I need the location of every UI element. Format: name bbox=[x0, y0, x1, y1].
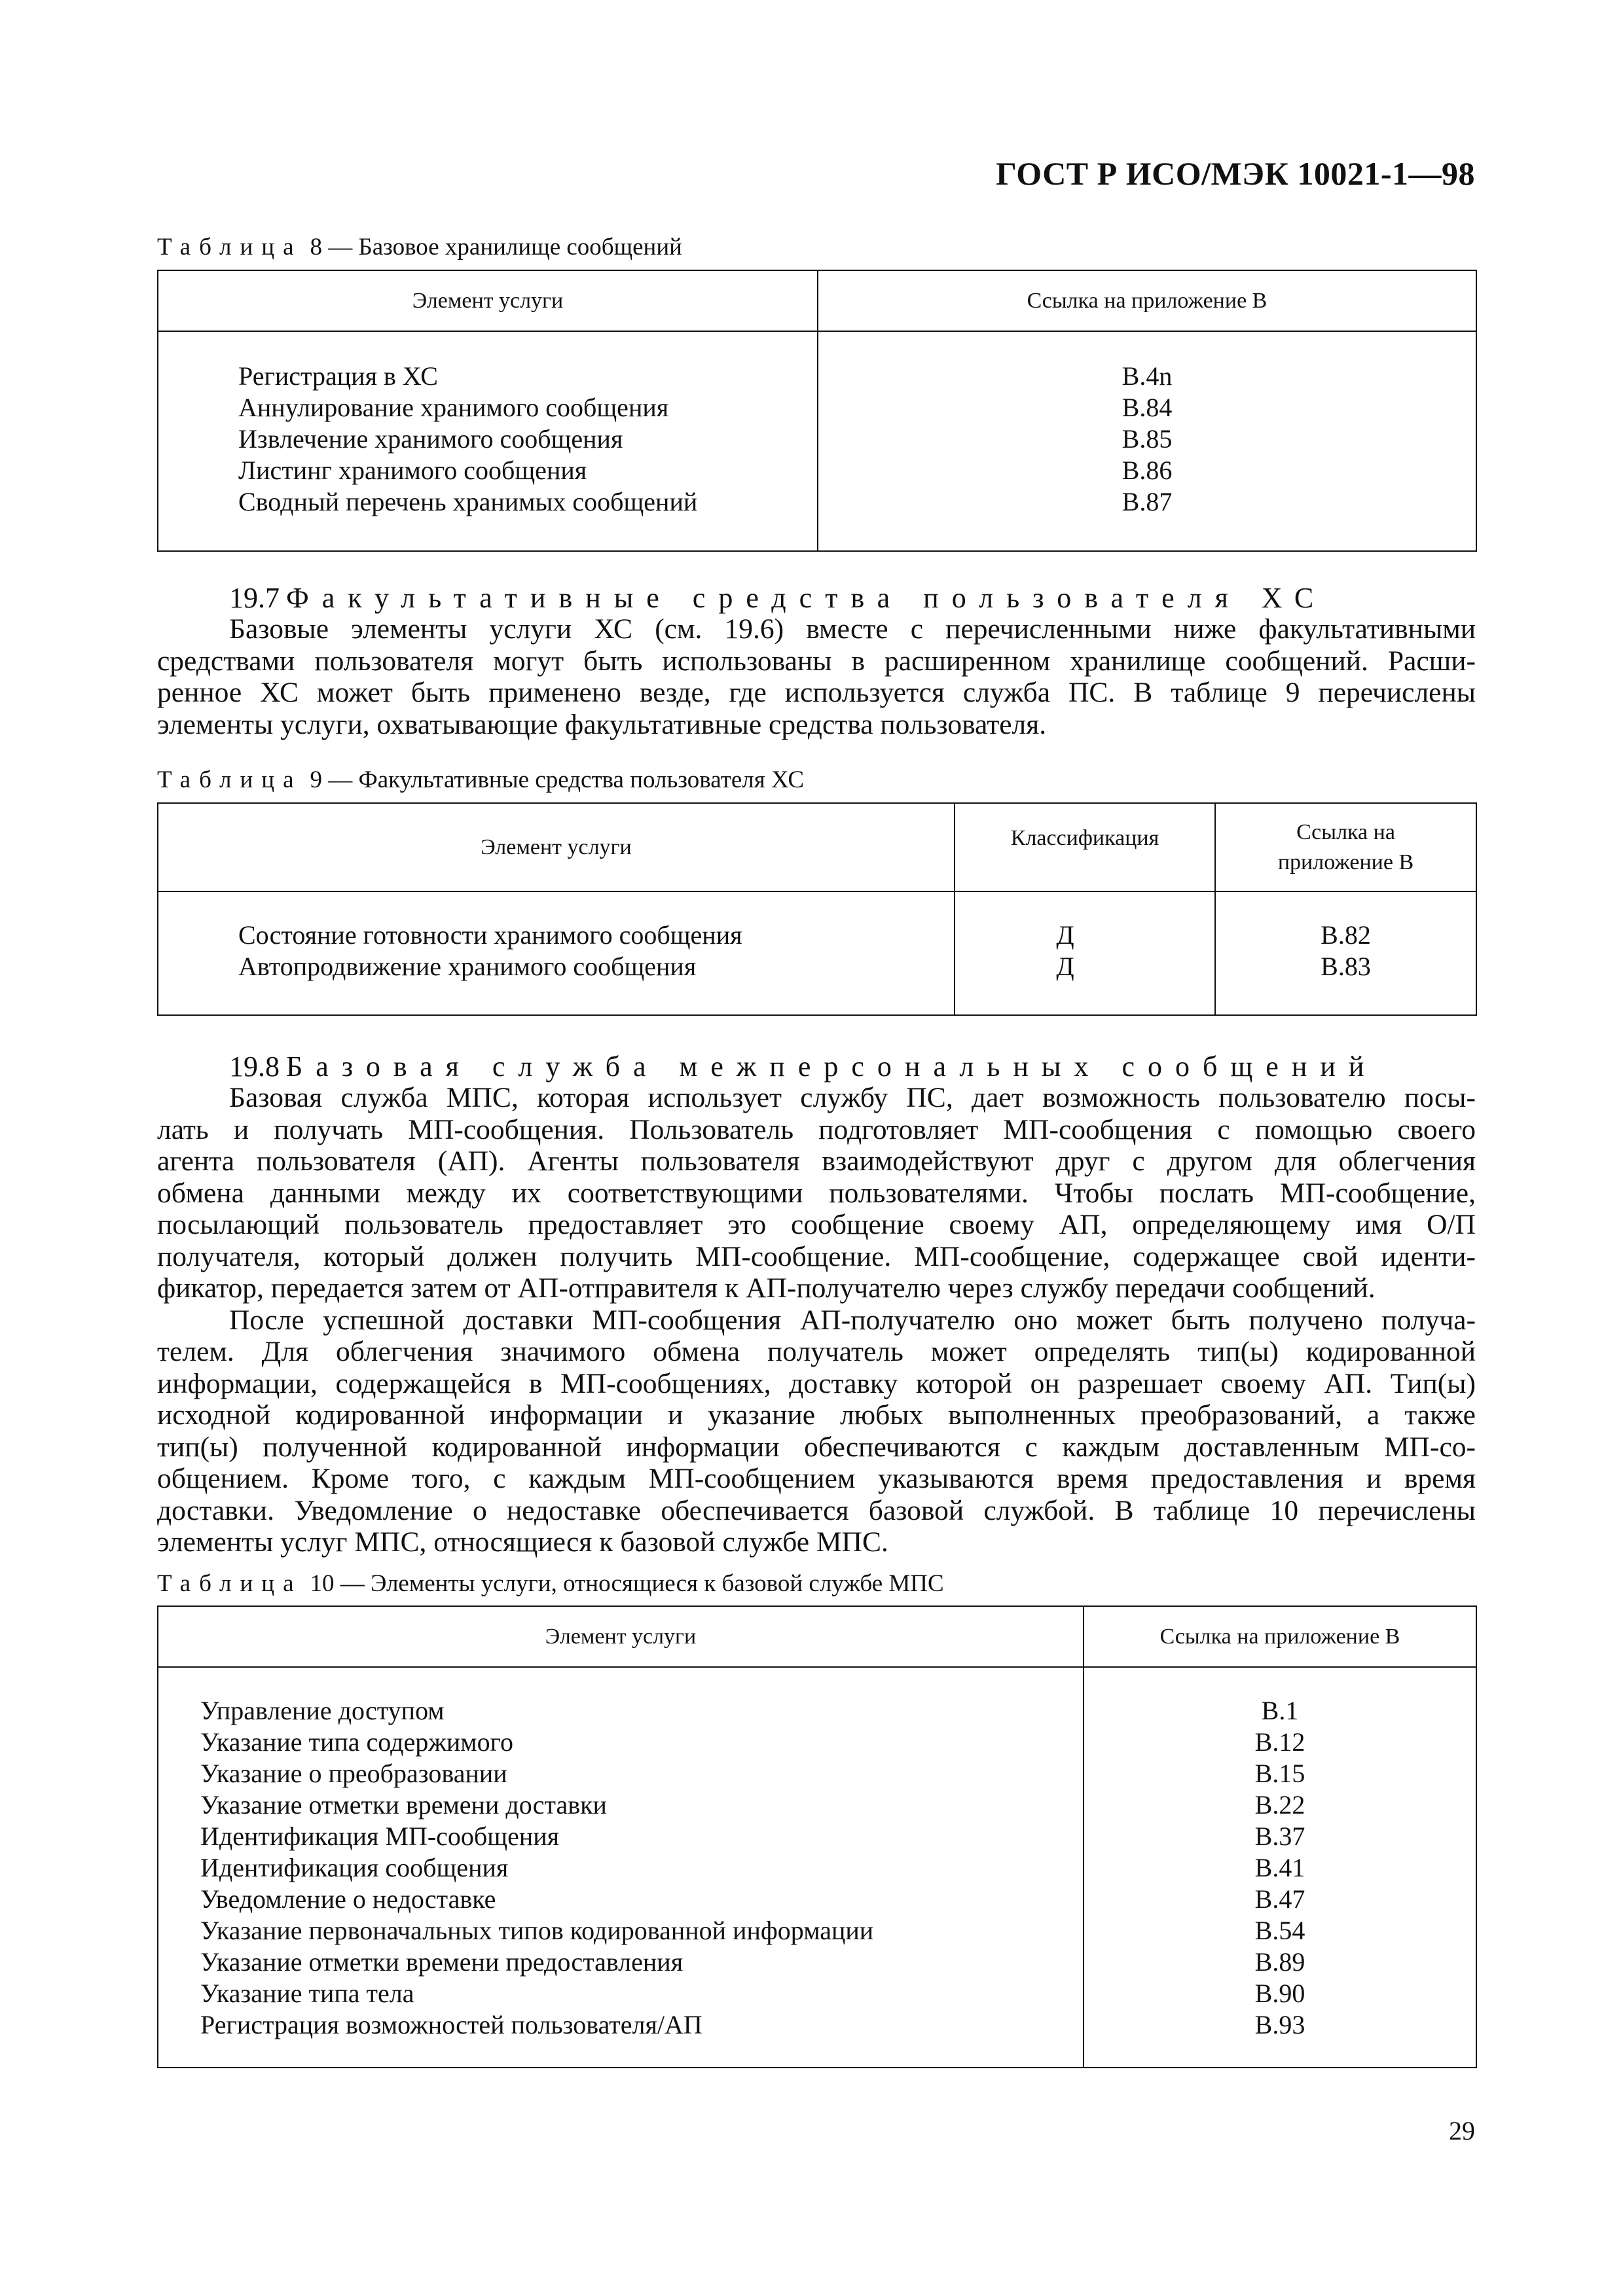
table9 bbox=[157, 802, 1477, 1016]
table8-header-reference: Ссылка на приложение В bbox=[818, 270, 1476, 331]
table10-cell-reference: В.89 bbox=[1254, 1947, 1305, 1977]
section-19-7-body bbox=[157, 613, 1476, 740]
paragraph-line: посылающий пользователь предоставляет это сообщение своему АП, определяющему имя О/П bbox=[157, 1209, 1476, 1240]
paragraph-line: доставки. Уведомление о недоставке обеспечивается базовой службой. В таблице 10 перечислены bbox=[157, 1494, 1476, 1526]
table8-cell-element: Регистрация в ХС bbox=[238, 361, 438, 391]
paragraph-line: После успешной доставки МП-сообщения АП-получателю оно может быть получено получа- bbox=[229, 1304, 1476, 1336]
table9-cell-element: Автопродвижение хранимого сообщения bbox=[238, 952, 697, 981]
table9-header-classification: Классификация bbox=[955, 803, 1215, 891]
table9-caption-text: 9 — Факультативные средства пользователя ХС bbox=[310, 766, 805, 793]
table8-cell-element: Сводный перечень хранимых сообщений bbox=[238, 487, 698, 516]
page-number: 29 bbox=[1449, 2116, 1475, 2145]
table8-cell-reference: В.85 bbox=[1122, 424, 1173, 454]
table9-header-reference bbox=[1215, 803, 1476, 891]
table10-header-element: Элемент услуги bbox=[158, 1606, 1084, 1667]
table10-cell-element: Указание о преобразовании bbox=[200, 1759, 507, 1788]
section-19-7-number: 19.7 bbox=[229, 582, 280, 614]
paragraph-line: ренное ХС может быть применено везде, где используется служба ПС. В таблице 9 перечислены bbox=[157, 677, 1476, 708]
paragraph-line: средствами пользователя могут быть использованы в расширенном хранилище сообщений. Расши- bbox=[157, 645, 1476, 677]
paragraph-line: фикатор, передается затем от АП-отправителя к АП-получателю через службу передачи сообщений. bbox=[157, 1272, 1376, 1304]
paragraph-line: тип(ы) полученной кодированной информации обеспечиваются с каждым доставленным МП-со- bbox=[157, 1431, 1476, 1463]
table8-cell-element: Аннулирование хранимого сообщения bbox=[238, 393, 669, 422]
table8-caption bbox=[157, 233, 682, 261]
table9-cell-reference: В.82 bbox=[1321, 920, 1371, 950]
paragraph-line: исходной кодированной информации и указание любых выполненных преобразований, а также bbox=[157, 1399, 1476, 1431]
table9-caption-prefix: Таблица bbox=[157, 766, 302, 793]
paragraph-line: элементы услуги, охватывающие факультативные средства пользователя. bbox=[157, 708, 1047, 740]
table10-cell-reference: В.41 bbox=[1254, 1853, 1305, 1882]
table10-cell-reference: В.54 bbox=[1254, 1916, 1305, 1945]
table10 bbox=[157, 1605, 1477, 2068]
table8 bbox=[157, 270, 1477, 552]
table10-cell-element: Указание отметки времени доставки bbox=[200, 1790, 607, 1820]
table8-cell-element: Извлечение хранимого сообщения bbox=[238, 424, 623, 454]
paragraph-line: Базовая служба МПС, которая использует службу ПС, дает возможность пользователю посы- bbox=[229, 1082, 1476, 1113]
table10-cell-reference: В.1 bbox=[1261, 1696, 1299, 1725]
table8-cell-reference: В.87 bbox=[1122, 487, 1173, 516]
table8-cell-reference: В.4n bbox=[1122, 361, 1173, 391]
document-header: ГОСТ Р ИСО/МЭК 10021-1—98 bbox=[996, 155, 1475, 192]
table8-cell-reference: В.86 bbox=[1122, 456, 1173, 485]
table9-header-element: Элемент услуги bbox=[158, 803, 955, 891]
paragraph-line: агента пользователя (АП). Агенты пользователя взаимодействуют друг с другом для облегчения bbox=[157, 1145, 1476, 1177]
paragraph-line: информации, содержащейся в МП-сообщениях, доставку которой он разрешает своему АП. Тип(ы) bbox=[157, 1367, 1476, 1399]
section-19-8-heading bbox=[229, 1050, 1377, 1083]
table10-cell-element: Указание первоначальных типов кодированной информации bbox=[200, 1916, 874, 1945]
paragraph-line: Базовые элементы услуги ХС (см. 19.6) вместе с перечисленными ниже факультативными bbox=[229, 613, 1476, 645]
table10-caption-prefix: Таблица bbox=[157, 1570, 302, 1597]
paragraph-line: лать и получать МП-сообщения. Пользователь подготовляет МП-сообщения с помощью своего bbox=[157, 1113, 1476, 1145]
table9-header-reference-line1: Ссылка на bbox=[1296, 819, 1395, 844]
table10-cell-element: Идентификация сообщения bbox=[200, 1853, 509, 1882]
table10-header-reference: Ссылка на приложение В bbox=[1084, 1606, 1476, 1667]
table9-cell-classification: Д bbox=[1056, 920, 1074, 950]
section-19-8-number: 19.8 bbox=[229, 1050, 280, 1083]
table10-cell-element: Регистрация возможностей пользователя/АП bbox=[200, 2010, 702, 2039]
paragraph-line: общением. Кроме того, с каждым МП-сообщением указываются время предоставления и время bbox=[157, 1463, 1476, 1494]
table10-cell-reference: В.22 bbox=[1254, 1790, 1305, 1820]
table10-cell-element: Уведомление о недоставке bbox=[200, 1884, 496, 1914]
paragraph-line: телем. Для облегчения значимого обмена получатель может определять тип(ы) кодированной bbox=[157, 1336, 1476, 1367]
table10-cell-element: Управление доступом bbox=[200, 1696, 445, 1725]
table9-cell-classification: Д bbox=[1056, 952, 1074, 981]
table10-cell-reference: В.90 bbox=[1254, 1979, 1305, 2008]
table10-cell-element: Указание типа тела bbox=[200, 1979, 414, 2008]
section-19-7-title: Факультативные средства пользователя ХС bbox=[286, 582, 1327, 614]
table9-caption bbox=[157, 766, 804, 794]
table9-header-reference-line2: приложение В bbox=[1277, 850, 1414, 874]
paragraph-line: обмена данными между их соответствующими пользователями. Чтобы послать МП-сообщение, bbox=[157, 1177, 1476, 1209]
section-19-8-body bbox=[157, 1082, 1476, 1558]
table10-caption-text: 10 — Элементы услуги, относящиеся к базовой службе МПС bbox=[310, 1570, 944, 1597]
table8-caption-prefix: Таблица bbox=[157, 234, 302, 260]
table10-cell-reference: В.37 bbox=[1254, 1821, 1305, 1851]
table10-cell-reference: В.12 bbox=[1254, 1727, 1305, 1757]
table8-caption-text: 8 — Базовое хранилище сообщений bbox=[310, 234, 682, 260]
table9-cell-reference: В.83 bbox=[1321, 952, 1371, 981]
table10-cell-reference: В.47 bbox=[1254, 1884, 1305, 1914]
paragraph-line: получателя, который должен получить МП-сообщение. МП-сообщение, содержащее свой иденти- bbox=[157, 1240, 1476, 1272]
table8-header-element: Элемент услуги bbox=[158, 270, 818, 331]
table10-cell-reference: В.15 bbox=[1254, 1759, 1305, 1788]
table8-cell-element: Листинг хранимого сообщения bbox=[238, 456, 587, 485]
table10-cell-element: Указание типа содержимого bbox=[200, 1727, 514, 1757]
table10-caption bbox=[157, 1570, 944, 1598]
section-19-7-heading bbox=[229, 581, 1326, 615]
paragraph-line: элементы услуг МПС, относящиеся к базовой службе МПС. bbox=[157, 1526, 888, 1558]
table9-cell-element: Состояние готовности хранимого сообщения bbox=[238, 920, 742, 950]
table8-cell-reference: В.84 bbox=[1122, 393, 1173, 422]
section-19-8-title: Базовая служба межперсональных сообщений bbox=[286, 1050, 1377, 1083]
table10-cell-element: Идентификация МП-сообщения bbox=[200, 1821, 560, 1851]
table10-cell-element: Указание отметки времени предоставления bbox=[200, 1947, 684, 1977]
table10-cell-reference: В.93 bbox=[1254, 2010, 1305, 2039]
